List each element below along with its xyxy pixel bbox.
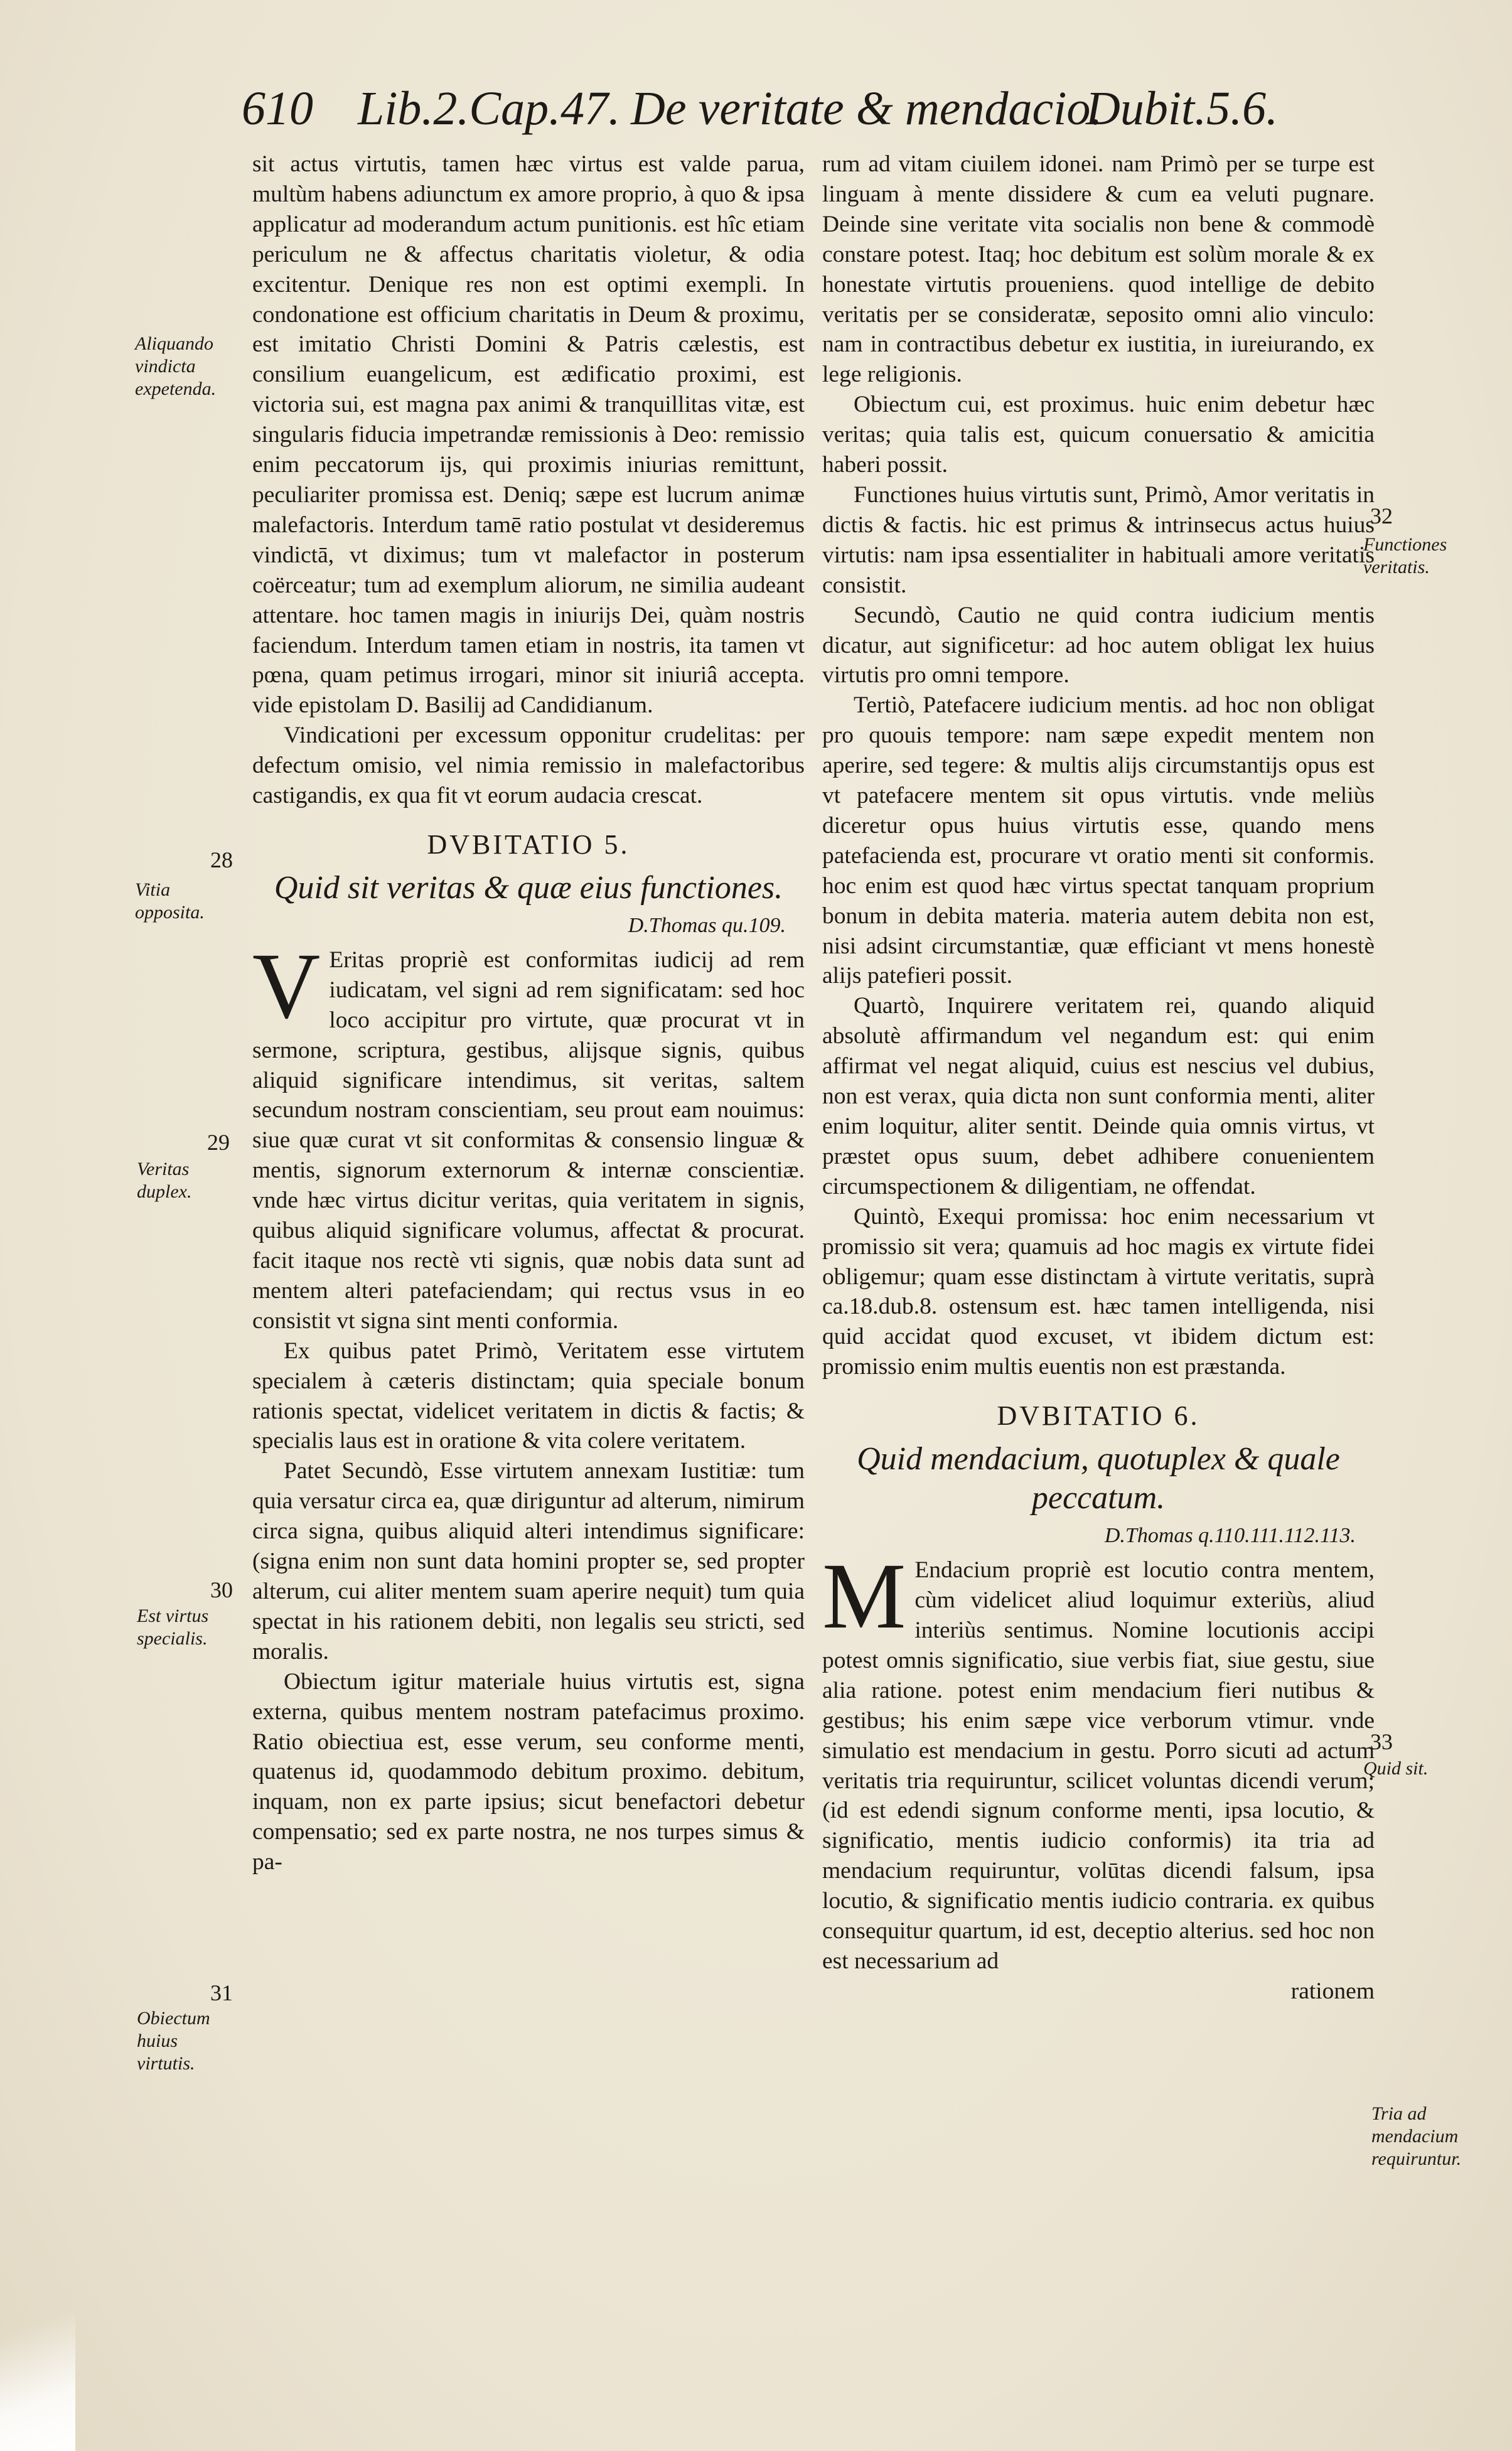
right-paragraph-8-text: Endacium propriè est locutio contra mentem, cùm videlicet aliud loquimur exteriùs, aliud interiùs sentimus. Nomine locutionis accipi potest omnis significatio, siue verbis fiat, siue gestu, siue alia ratione. potest enim mendacium fieri nutibus & gestibus; his enim sæpe vice verborum vtimur. vnde simulatio est mendacium in gestu. Porro sicuti ad actum veritatis tria requiruntur, scilicet voluntas dicendi verum; (id est edendi signum conforme menti, ipsa locutio, & significatio, mentis iudicio conformis) ita tria ad mendacium requiruntur, volūtas dicendi falsum, ipsa locutio, & significatio mentis iudicio contraria. ex quibus consequitur quartum, id est, deceptio alterius. sed hoc non est necessarium ad [822,1557,1375,1974]
running-header [242,74,1321,143]
section-reference: Dubit.5.6. [1086,82,1279,135]
right-paragraph-1: rum ad vitam ciuilem idonei. nam Primò per se turpe est linguam à mente dissidere & cum ea veluti pugnare. Deinde sine veritate vita socialis non bene & commodè constare potest. Itaq; hoc debitum est solùm morale & ex honestate virtutis proueniens. quod intellige de debito veritatis per se consideratæ, seposito omni alio vinculo: nam in contractibus debetur ex iustitia, in iureiurando, ex lege religionis. [822,151,1375,388]
dubitatio-6-heading: DVBITATIO 6. [997,1400,1200,1432]
drop-cap-m: M [822,1544,906,1649]
margin-note-obiectum: Obiectum huius virtutis. [137,2008,210,2074]
left-paragraph-4: Ex quibus patet Primò, Veritatem esse virtutem specialem à cæteris distinctam; quia speciale bonum rationis spectat, videlicet veritatem in dictis & factis; & specialis laus est in oratione & vita colere veritatem. [252,1338,805,1454]
margin-note-quid-sit: Quid sit. [1363,1758,1429,1779]
dubitatio-6-reference: D.Thomas q.110.111.112.113. [1104,1524,1356,1548]
paragraph-number-30: 30 [210,1577,233,1602]
dubitatio-5-heading: DVBITATIO 5. [427,829,630,860]
margin-note-tria: Tria ad mendacium requiruntur. [1371,2103,1462,2169]
page-number: 610 [242,82,313,135]
right-paragraph-4: Secundò, Cautio ne quid contra iudicium mentis dicatur, aut significetur: ad hoc autem obligat lex huius virtutis pro omni tempore. [822,602,1375,689]
margin-note-veritas-duplex: Veritas duplex. [137,1159,192,1202]
paragraph-number-28: 28 [210,847,233,872]
paragraph-number-33: 33 [1370,1729,1393,1754]
left-paragraph-5: Patet Secundò, Esse virtutem annexam Iustitiæ: tum quia versatur circa ea, quæ diriguntur ad alterum, nimirum circa signa, quibus aliquid alteri intendimus significare: (signa enim non sunt data homini propter se, sed propter alterum, cui aliter mentem suam aperire nequit) tum quia spectat in his rationem debiti, non legalis seu stricti, sed moralis. [252,1458,805,1665]
paragraph-number-29: 29 [207,1130,230,1155]
dubitatio-5-question: Quid sit veritas & quæ eius functiones. [274,869,783,906]
left-paragraph-6: Obiectum igitur materiale huius virtutis est, signa externa, quibus mentem nostram patefacimus proximo. Ratio obiectiua est, esse verum, seu conforme menti, quatenus id, quodammodo debitum proximo. debitum, inquam, non ex parte ipsius; sicut benefactori debetur compensatio; sed ex parte nostra, ne nos turpes simus & pa- [252,1668,805,1875]
chapter-reference: Lib.2.Cap.47. [358,82,621,135]
margin-note-est-virtus: Est virtus specialis. [137,1606,209,1649]
right-paragraph-8 [822,1544,1375,1976]
left-column [252,149,805,1877]
dubitatio-5-reference: D.Thomas qu.109. [628,913,786,937]
left-paragraph-1: sit actus virtutis, tamen hæc virtus est valde parua, multùm habens adiunctum ex amore proprio, à quo & ipsa applicatur ad moderandum actum punitionis. est hîc etiam periculum ne & affectus charitatis violetur, & odia excitentur. Denique res non est optimi exempli. In condonatione est officium charitatis in Deum & proximu, est imitatio Christi Domini & Patris cælestis, est consilium euangelicum, est ædificatio proximi, est victoria sui, est magna pax animi & tranquillitas vitæ, est singularis fiducia impetrandæ remissionis à Deo: remissio enim peccatorum ijs, qui proximis iniurias remittunt, peculiariter promissa est. Deniq; sæpe est lucrum animæ malefactoris. Interdum tamē ratio postulat vt desideremus vindictā, vt diximus; tum vt malefactor in posterum coërceatur; tum ad exemplum aliorum, ne similia audeant attentare. hoc tamen magis in iniurijs Dei, quàm nostris faciendum. Interdum tamen etiam in nostris, ita tamen vt pœna, quam petimus irrogari, minor sit iniuriâ accepta. vide epistolam D. Basilij ad Candidianum. [252,151,805,719]
right-paragraph-2: Obiectum cui, est proximus. huic enim debetur hæc veritas; quia talis est, quicum conuersatio & amicitia haberi possit. [822,392,1375,478]
left-paragraph-2: Vindicationi per excessum opponitur crudelitas: per defectum omisio, vel nimia remissio in malefactoribus castigandis, ex qua fit vt eorum audacia crescat. [252,722,805,809]
paragraph-number-32: 32 [1370,503,1393,528]
right-column [822,149,1375,2007]
right-paragraph-5: Tertiò, Patefacere iudicium mentis. ad hoc non obligat pro quouis tempore: nam sæpe expedit mentem non aperire, sed tegere: & multis alijs circumstantijs opus est vt patefacere mentem sit opus virtutis. vnde meliùs diceretur opus huius virtutis esse, quando mens patefacienda est, procurare vt oratio menti sit conformis. hoc enim est quod hæc virtus spectat tanquam proprium bonum in debita materia. materia autem debita non est, nisi adsint circumstantiæ, quæ efficiant vt mens honestè alijs patefieri possit. [822,692,1375,989]
drop-cap-v: V [252,933,321,1038]
right-paragraph-7: Quintò, Exequi promissa: hoc enim necessarium vt promissio sit vera; quamuis ad hoc magis ex virtute fidei obligemur; quam esse distinctam à virtute veritatis, suprà ca.18.dub.8. ostensum est. hæc tamen intelligenda, nisi quid accidat quod excuset, vt ibidem dictum est: promissio enim multis euentis non est præstanda. [822,1203,1375,1380]
margin-note-aliquando: Aliquando vindicta expetenda. [135,333,217,399]
running-title: De veritate & mendacio. [631,82,1103,135]
left-paragraph-3 [252,933,805,1336]
dubitatio-6-question: Quid mendacium, quotuplex & quale peccatum. [857,1441,1340,1516]
page-corner-fold [0,2275,75,2451]
right-paragraph-6: Quartò, Inquirere veritatem rei, quando aliquid absolutè affirmandum vel negandum est: qui enim affirmat vel negat aliquid, cuius est nescius vel dubius, non est verax, quia dicta non sunt conformia menti, aliter enim loquitur, aliter sentit. Deinde quia omnis virtus, vt præstet opus suum, debet adhibere conuenientem circumspectionem & diligentiam, ne offendat. [822,993,1375,1199]
paragraph-number-31: 31 [210,1980,233,2005]
margin-note-functiones: Functiones veritatis. [1363,534,1447,577]
catchword: rationem [1290,1978,1375,2004]
right-paragraph-3: Functiones huius virtutis sunt, Primò, Amor veritatis in dictis & factis. hic est primus & intrinsecus actus huius virtutis: nam ipsa essentialiter in habituali amore veritatis consistit. [822,481,1375,598]
left-paragraph-3-text: Eritas propriè est conformitas iudicij ad rem iudicatam, vel signi ad rem significatam: sed hoc loco accipitur pro virtute, quæ procurat vt in sermone, scriptura, gestibus, alijsque signis, quibus aliquid significare intendimus, sit veritas, saltem secundum nostram conscientiam, seu prout eam nouimus: siue quæ curat vt sit conformitas & consensio linguæ & mentis, signorum externorum & internæ conscientiæ. vnde hæc virtus dicitur veritas, quia veritatem in signis, quibus aliquid significare volumus, affectat & procurat. facit itaque nos rectè vti signis, quæ nobis data sunt ad mentem alteri patefaciendam; qui rectus vsus in eo consistit vt signa sint menti conformia. [252,947,805,1334]
margin-note-vitia: Vitia opposita. [135,879,205,923]
